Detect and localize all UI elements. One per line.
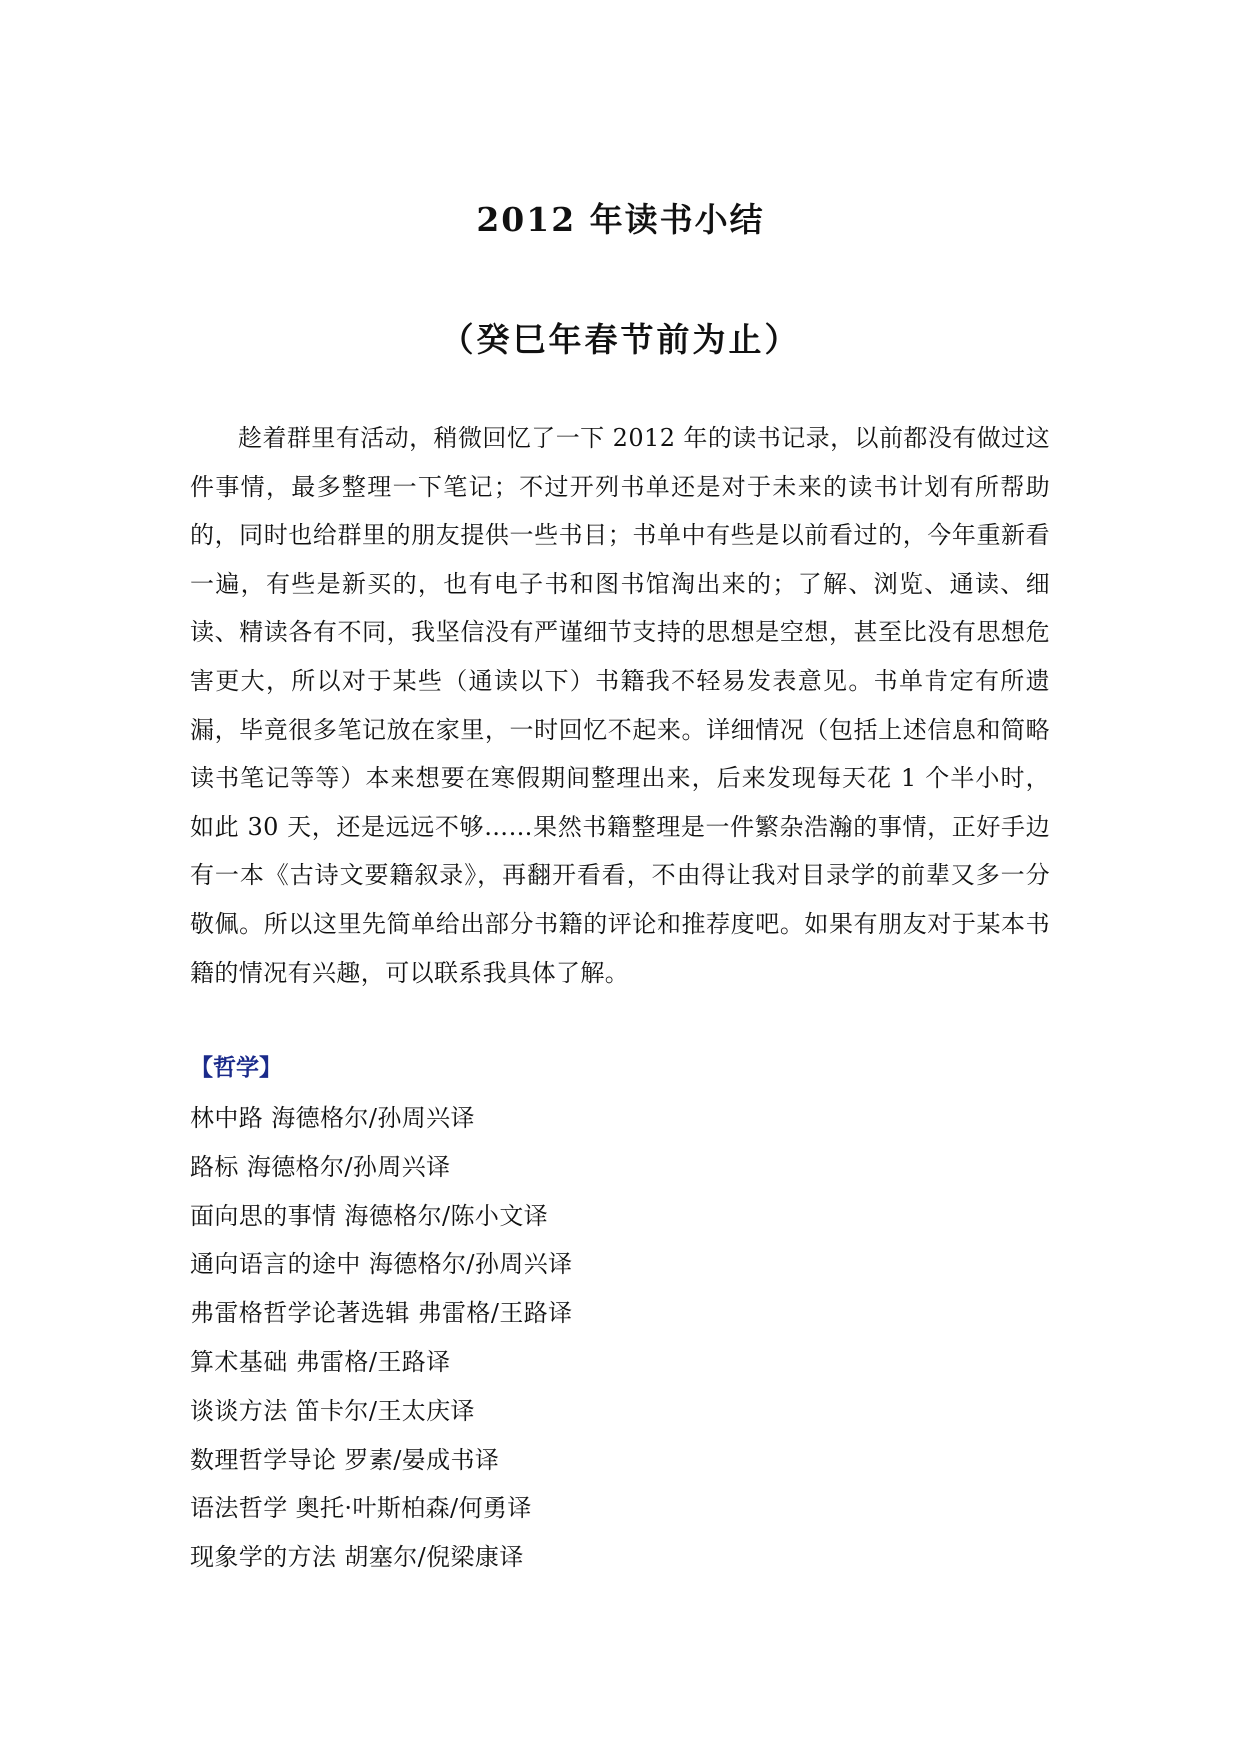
list-item: 现象学的方法 胡塞尔/倪梁康译 xyxy=(190,1543,524,1572)
list-item: 路标 海德格尔/孙周兴译 xyxy=(190,1152,451,1181)
list-item: 通向语言的途中 海德格尔/孙周兴译 xyxy=(190,1250,573,1279)
list-item: 面向思的事情 海德格尔/陈小文译 xyxy=(190,1201,549,1230)
document-subtitle: （癸巳年春节前为止） xyxy=(440,320,801,359)
list-item: 谈谈方法 笛卡尔/王太庆译 xyxy=(190,1396,475,1425)
book-list xyxy=(190,1094,573,1582)
document-title: 2012 年读书小结 xyxy=(476,200,765,239)
list-item: 算术基础 弗雷格/王路译 xyxy=(190,1347,451,1376)
list-item: 弗雷格哲学论著选辑 弗雷格/王路译 xyxy=(190,1299,573,1328)
list-item: 林中路 海德格尔/孙周兴译 xyxy=(190,1104,475,1132)
list-item: 语法哲学 奥托·叶斯柏森/何勇译 xyxy=(190,1494,532,1523)
list-item: 数理哲学导论 罗素/晏成书译 xyxy=(190,1445,500,1474)
section-heading-philosophy: 【哲学】 xyxy=(190,1054,282,1081)
intro-paragraph: 趁着群里有活动，稍微回忆了一下 2012 年的读书记录，以前都没有做过这件事情，最多整理一下笔记；不过开列书单还是对于未来的读书计划有所帮助的，同时也给群里的朋友提供一些书目；书单中有些是以前看过的，今年重新看一遍，有些是新买的，也有电子书和图书馆淘出来的；了解、浏览、通读、细读、精读各有不同，我坚信没有严谨细节支持的思想是空想，甚至比没有思想危害更大，所以对于某些（通读以下）书籍我不轻易发表意见。书单肯定有所遗漏，毕竟很多笔记放在家里，一时回忆不起来。详细情况（包括上述信息和简略读书笔记等等）本来想要在寒假期间整理出来，后来发现每天花 1 个半小时，如此 30 天，还是远远不够……果然书籍整理是一件繁杂浩瀚的事情，正好手边有一本《古诗文要籍叙录》，再翻开看看，不由得让我对目录学的前辈又多一分敬佩。所以这里先简单给出部分书籍的评论和推荐度吧。如果有朋友对于某本书籍的情况有兴趣，可以联系我具体了解。 xyxy=(190,424,1050,987)
